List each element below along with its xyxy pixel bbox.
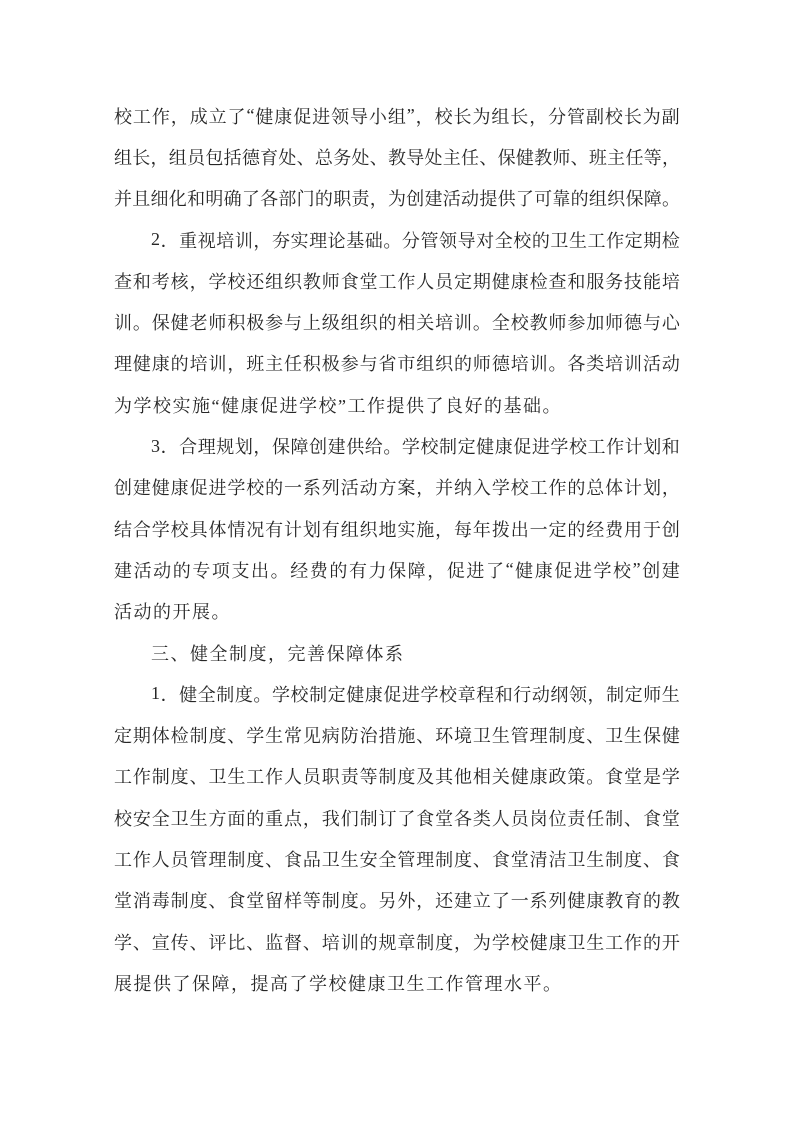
text-line: 工 作 制 度 、 卫 生 工 作 人 员 职 责 等 制 度 及 其 他 相 关 健 康 政 策 。 食 堂 是 学 [114,767,680,788]
text-line: 校 工 作 ， 成 立 了 “ 健 康 促 进 领 导 小 组 ” ， 校 长 为 组 长 ， 分 管 副 校 长 为 副 [114,105,680,127]
text-line: 活动的开展。 [114,602,231,623]
text-line: 工 作 人 员 管 理 制 度 、 食 品 卫 生 安 全 管 理 制 度 、 食 堂 清 洁 卫 生 制 度 、 食 [114,849,680,870]
text-line: 理 健 康 的 培 训 ， 班 主 任 积 极 参 与 省 市 组 织 的 师 德 培 训 。 各 类 培 训 活 动 [114,354,680,375]
text-line: 组 长 ， 组 员 包 括 德 育 处 、 总 务 处 、 教 导 处 主 任 、 保 健 教 师 、 班 主 任 等 ， [114,147,680,168]
text-line: 定 期 体 检 制 度 、 学 生 常 见 病 防 治 措 施 、 环 境 卫 生 管 理 制 度 、 卫 生 保 健 [114,726,680,747]
text-line: 堂 消 毒 制 度 、 食 堂 留 样 等 制 度 。 另 外 ， 还 建 立 了 一 系 列 健 康 教 育 的 教 [114,891,680,912]
text-line: 训 。 保 健 老 师 积 极 参 与 上 级 组 织 的 相 关 培 训 。 全 校 教 师 参 加 师 德 与 心 [114,313,680,334]
text-line: 2 ． 重 视 培 训 ， 夯 实 理 论 基 础 。 分 管 领 导 对 全 校 的 卫 生 工 作 定 期 检 [151,229,680,251]
text-line: 三、健全制度，完善保障体系 [151,643,405,664]
text-line: 1 ． 健 全 制 度 。 学 校 制 定 健 康 促 进 学 校 章 程 和 行 动 纲 领 ， 制 定 师 生 [151,683,680,705]
text-line: 创 建 健 康 促 进 学 校 的 一 系 列 活 动 方 案 ， 并 纳 入 学 校 工 作 的 总 体 计 划 ， [114,478,680,499]
text-line: 建 活 动 的 专 项 支 出 。 经 费 的 有 力 保 障 ， 促 进 了 “ 健 康 促 进 学 校 ” 创 建 [114,559,680,581]
text-line: 学 、 宣 传 、 评 比 、 监 督 、 培 训 的 规 章 制 度 ， 为 学 校 健 康 卫 生 工 作 的 开 [114,932,680,953]
text-line: 结 合 学 校 具 体 情 况 有 计 划 有 组 织 地 实 施 ， 每 年 拨 出 一 定 的 经 费 用 于 创 [114,519,680,540]
text-line: 查 和 考 核 ， 学 校 还 组 织 教 师 食 堂 工 作 人 员 定 期 健 康 检 查 和 服 务 技 能 培 [114,271,680,292]
document-body [114,95,680,1004]
text-line: 并 且 细 化 和 明 确 了 各 部 门 的 职 责 ， 为 创 建 活 动 提 供 了 可 靠 的 组 织 保 障 。 [114,189,680,210]
text-line: 展提供了保障，提高了学校健康卫生工作管理水平。 [114,973,563,994]
text-line: 校 安 全 卫 生 方 面 的 重 点 ， 我 们 制 订 了 食 堂 各 类 人 员 岗 位 责 任 制 、 食 堂 [114,808,680,829]
text-line: 为学校实施“健康促进学校”工作提供了良好的基础。 [114,395,562,416]
text-line: 3 ． 合 理 规 划 ， 保 障 创 建 供 给 。 学 校 制 定 健 康 促 进 学 校 工 作 计 划 和 [151,435,680,458]
